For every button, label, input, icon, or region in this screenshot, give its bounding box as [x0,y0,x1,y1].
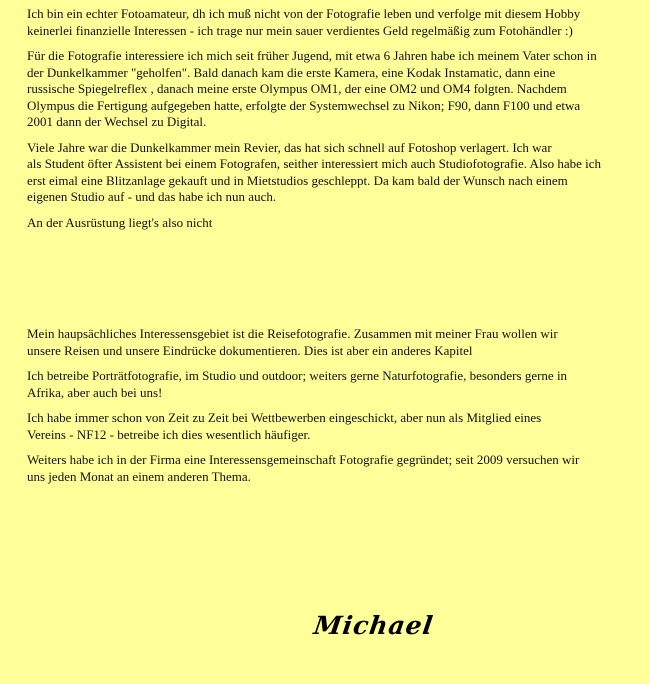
paragraph-portrait: Ich betreibe Porträtfotografie, im Studio und outdoor; weiters gerne Naturfotografie, besonders gerne in Afrika, aber auch bei uns! [27,368,568,400]
signature-michael: Michael [312,611,436,640]
article-body [27,6,647,494]
paragraph-history: Für die Fotografie interessiere ich mich seit früher Jugend, mit etwa 6 Jahren habe ich meinem Vater schon in der Dunkelkammer "geholfen". Bald danach kam die erste Kamera, eine Kodak Instamatic, dann eine russische Spiegelreflex , danach meine erste Olympus OM1, der eine OM2 und OM4 folgten. Nachdem Olympus die Fertigung aufgegeben hatte, erfolgte der Systemwechsel zu Nikon; F90, dann F100 und etwa 2001 dann der Wechsel zu Digital. [27,48,597,129]
paragraph-competitions: Ich habe immer schon von Zeit zu Zeit bei Wettbewerben eingeschickt, aber nun als Mitglied eines Vereins - NF12 - betreibe ich dies wesentlich häufiger. [27,410,542,442]
paragraph-intro: Ich bin ein echter Fotoamateur, dh ich muß nicht von der Fotografie leben und verfolge mit diesem Hobby keinerlei finanzielle Interessen - ich trage nur mein sauer verdientes Geld regelmäßig zum Fotohändler :) [27,6,581,38]
spacer [27,240,647,326]
paragraph-equipment: An der Ausrüstung liegt's also nicht [27,214,213,230]
paragraph-darkroom-studio: Viele Jahre war die Dunkelkammer mein Revier, das hat sich schnell auf Fotoshop verlagert. Ich war als Student öfter Assistent bei einem Fotografen, seither interessiert mich auch Studiofotografie. Also habe ich erst eimal eine Blitzanlage gekauft und in Mietstudios geschleppt. Da kam bald der Wunsch nach einem eigenen Studio auf - und das habe ich nun auch. [27,139,602,204]
paragraph-travel: Mein haupsächliches Interessensgebiet ist die Reisefotografie. Zusammen mit meiner Frau wollen wir unsere Reisen und unsere Eindrücke dokumentieren. Dies ist aber ein anderes Kapitel [27,326,558,358]
paragraph-company-group: Weiters habe ich in der Firma eine Interessensgemeinschaft Fotografie gegründet; seit 2009 versuchen wir uns jeden Monat an einem anderen Thema. [27,452,580,484]
